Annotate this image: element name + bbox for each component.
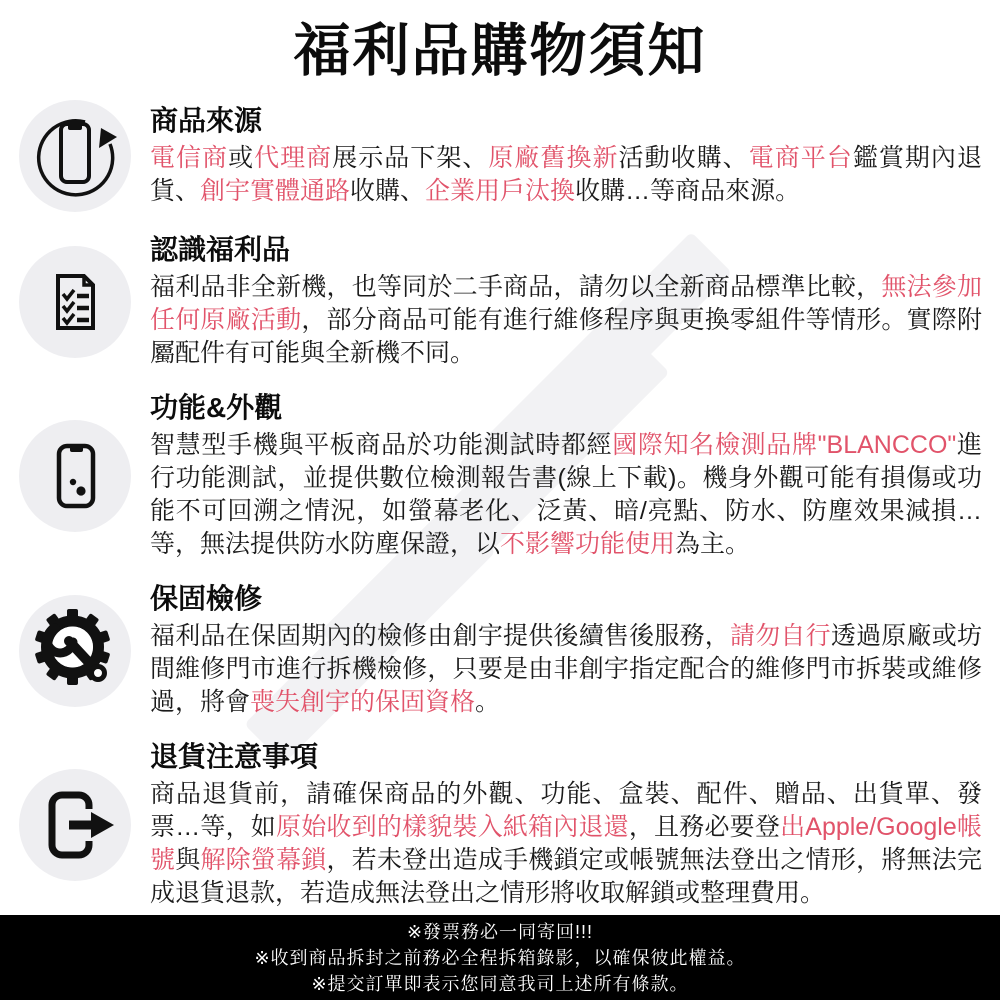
section-body: 福利品在保固期內的檢修由創宇提供後續售後服務，請勿自行透過原廠或坊間維修門市進行拆機檢修，只要是由非創宇指定配合的維修門市拆裝或維修過，將會喪失創宇的保固資格。 [150, 622, 982, 716]
footer-line: ※發票務必一同寄回!!! [406, 921, 594, 942]
section-know-refurbished [0, 233, 1000, 370]
page-title: 福利品購物須知 [293, 19, 707, 83]
logout-icon [19, 769, 131, 881]
section-function-appearance [0, 391, 1000, 561]
footer-line: ※收到商品拆封之前務必全程拆箱錄影，以確保彼此權益。 [254, 947, 746, 968]
phone-refresh-icon [19, 100, 131, 212]
gear-wrench-icon [19, 595, 131, 707]
section-heading: 保固檢修 [150, 583, 263, 614]
section-body: 電信商或代理商展示品下架、原廠舊換新活動收購、電商平台鑑賞期內退貨、創宇實體通路收購、企業用戶汰換收購…等商品來源。 [150, 144, 982, 205]
section-heading: 商品來源 [150, 105, 263, 136]
section-body: 智慧型手機與平板商品於功能測試時都經國際知名檢測品牌"BLANCCO"進行功能測試，並提供數位檢測報告書(線上下載)。機身外觀可能有損傷或功能不可回溯之情況，如螢幕老化、泛黃、暗/亮點、防水、防塵效果減損…等，無法提供防水防塵保證，以不影響功能使用為主。 [150, 431, 982, 558]
section-warranty-service [0, 582, 1000, 719]
footer-line: ※提交訂單即表示您同意我司上述所有條款。 [311, 973, 689, 994]
section-body: 福利品非全新機，也等同於二手商品，請勿以全新商品標準比較，無法參加任何原廠活動，部分商品可能有進行維修程序與更換零組件等情形。實際附屬配件有可能與全新機不同。 [150, 273, 982, 367]
section-return-notes [0, 740, 1000, 910]
section-heading: 退貨注意事項 [150, 741, 319, 772]
section-heading: 功能&外觀 [150, 392, 283, 423]
section-product-source [0, 100, 1000, 212]
footer-notice-bar [0, 915, 1000, 1000]
checklist-icon [19, 246, 131, 358]
phone-back-icon [19, 420, 131, 532]
section-heading: 認識福利品 [150, 234, 291, 265]
section-body: 商品退貨前，請確保商品的外觀、功能、盒裝、配件、贈品、出貨單、發票…等，如原始收到的樣貌裝入紙箱內退還，且務必要登出Apple/Google帳號與解除螢幕鎖，若未登出造成手機鎖定或帳號無法登出之情形，將無法完成退貨退款，若造成無法登出之情形將收取解鎖或整理費用。 [150, 780, 982, 907]
